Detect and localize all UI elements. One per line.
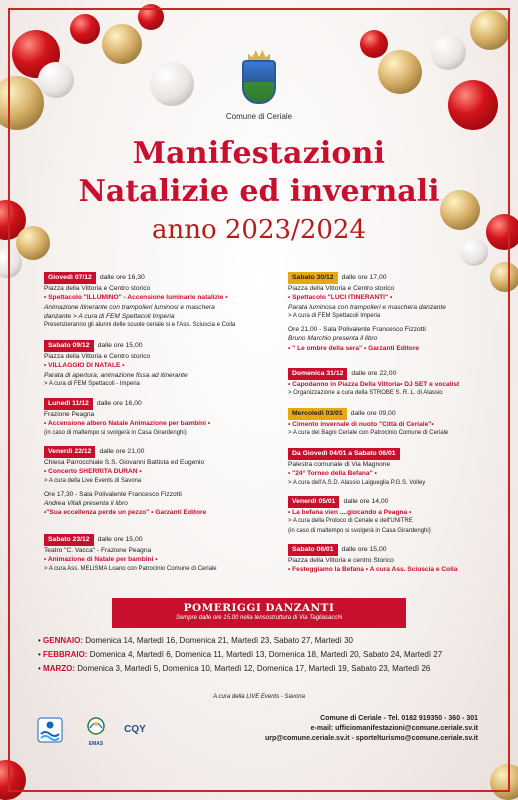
month-label: FEBBRAIO: — [43, 650, 88, 659]
event-date: Sabato 09/12 — [44, 340, 94, 352]
pomeriggi-title: POMERIGGI DANZANTI — [183, 602, 335, 614]
ornament-white-ball — [150, 62, 194, 106]
title-line-1: Manifestazioni — [132, 136, 386, 171]
bullet: • — [38, 636, 44, 645]
event-line: Parata di apertura, animazione fissa ad itinerante — [44, 371, 188, 379]
event-date: Da Giovedì 04/01 a Sabato 06/01 — [288, 448, 400, 460]
event-right-0 — [288, 272, 488, 353]
pomeriggi-subtitle: Sempre dalle ore 15.00 nella tensostruttura di Via Tagliasacchi — [175, 615, 343, 621]
event-line: • Cimento invernale di nuoto "Città di Ceriale"• — [288, 421, 434, 428]
event-line: Presenzieranno gli alunni delle scuole ceriale si e l'Ass. Sciuscia e Coila — [44, 322, 236, 329]
month-dates: Domenica 14, Martedì 16, Domenica 21, Martedì 23, Sabato 27, Martedì 30 — [85, 636, 353, 645]
ornament-red-ball — [70, 14, 100, 44]
event-line: > A cura Ass. MELISMA Loano con Patrocinio Comune di Ceriale — [44, 565, 217, 572]
event-line: • Accensione albero Natale Animazione per bambini • — [44, 420, 211, 428]
event-line: • Capodanno in Piazza Della Vittoria• DJ SET e vocalist — [288, 381, 460, 388]
month-label: MARZO: — [43, 664, 76, 673]
event-line: Ore 17,30 - Sala Polivalente Francesco Fizzotti — [44, 490, 182, 498]
event-date: Sabato 23/12 — [44, 534, 94, 546]
footer-contacts — [265, 714, 478, 744]
event-line: Ore 21,00 - Sala Polivalente Francesco Fizzotti — [288, 326, 426, 334]
event-line: • Festeggiamo la Befana • A cura Ass. Sciuscia e Coila — [288, 566, 458, 574]
ornament-gold-ball — [378, 50, 422, 94]
event-line: Piazza della Vittoria e centro Storico — [288, 557, 394, 564]
comune-crest-icon — [242, 60, 276, 104]
event-date: Lunedì 11/12 — [44, 398, 93, 410]
event-line: Andrea Vitali presenta il libro — [44, 500, 128, 508]
event-time: dalle ore 22,00 — [351, 370, 397, 377]
event-line: (in caso di maltempo si svolgerà in Casa Girardenghi) — [44, 429, 187, 436]
event-line: Piazza della Vittoria e Centro storico — [44, 353, 151, 360]
event-time: dalle ore 16,30 — [99, 274, 145, 281]
event-time: dalle ore 17,00 — [341, 274, 387, 281]
comune-name: Comune di Ceriale — [225, 112, 293, 121]
cqy-label: CQY — [124, 724, 146, 735]
event-line: • La befana vien ....giocando a Peagna • — [288, 509, 412, 516]
bullet: • — [38, 650, 44, 659]
ornament-red-ball — [138, 4, 164, 30]
event-line: Parata luminosa con trampolieri e maschera danzante — [288, 303, 446, 311]
contact-email-2[interactable]: urp@comune.ceriale.sv.it - sportelturismo@comune.ceriale.sv.it — [265, 735, 478, 742]
event-line: > A cura di FEM Spettacoli - Imperia — [44, 380, 140, 387]
pomeriggi-month-row — [38, 636, 353, 645]
event-line: Teatro "C. Vacca" - Frazione Peagna — [44, 547, 152, 554]
event-time: dalle ore 15,00 — [341, 546, 387, 553]
event-line: • VILLAGGIO DI NATALE • — [44, 362, 125, 370]
event-time: dalle ore 15,00 — [97, 536, 143, 543]
event-right-5 — [288, 544, 498, 575]
event-line: • " Le ombre della sera" • Garzanti Editore — [288, 344, 420, 352]
month-dates: Domenica 3, Martedì 5, Domenica 10, Martedì 12, Domenica 17, Martedì 19, Sabato 23, Martedì 26 — [77, 664, 431, 673]
ornament-gold-ball — [0, 76, 44, 130]
month-label: GENNAIO: — [43, 636, 84, 645]
emas-icon — [84, 716, 108, 736]
ornament-white-ball — [38, 62, 74, 98]
ornament-white-ball — [430, 34, 466, 70]
event-line: > A cura della Live Events di Savona — [44, 477, 142, 484]
event-date: Giovedì 07/12 — [44, 272, 96, 284]
event-right-3 — [288, 448, 498, 488]
event-time: dalle ore 09,00 — [350, 410, 396, 417]
event-line: • "24° Torneo della Befana" • — [288, 470, 377, 478]
ornament-gold-ball — [102, 24, 142, 64]
event-line: •"Sua eccellenza perde un pezzo" • Garzanti Editore — [44, 509, 207, 517]
event-left-3 — [44, 446, 264, 518]
ornament-red-ball — [0, 760, 26, 800]
pomeriggi-banner — [112, 598, 406, 628]
event-line: • Concerto SHERRITA DURAN • — [44, 468, 142, 476]
event-date: Venerdì 05/01 — [288, 496, 339, 508]
title-line-2: Natalizie ed invernali — [78, 174, 440, 209]
blue-flag-icon — [36, 716, 64, 744]
event-line: Bruno Marchio presenta il libro — [288, 335, 378, 343]
event-right-4 — [288, 496, 498, 536]
event-right-1 — [288, 368, 498, 399]
pomeriggi-organizer: A cura della LIVE Events - Savona — [213, 694, 305, 700]
pomeriggi-month-row — [38, 650, 442, 659]
ornament-gold-ball — [490, 764, 518, 800]
contact-email[interactable]: e-mail: ufficiomanifestazioni@comune.ceriale.sv.it — [310, 725, 478, 732]
event-line: > A cura dell'A.S.D. Alassio Laigueglia P.G.S. Volley — [288, 479, 426, 486]
event-time: dalle ore 21,00 — [99, 448, 145, 455]
event-line: Piazza della Vittoria e Centro storico — [44, 285, 151, 292]
event-line: Piazza della Vittoria e Centro storico — [288, 285, 395, 292]
event-date: Sabato 06/01 — [288, 544, 338, 556]
blue-flag-logo — [36, 716, 64, 744]
emas-logo — [84, 716, 108, 747]
bullet: • — [38, 664, 44, 673]
event-left-4 — [44, 534, 264, 574]
month-dates: Domenica 4, Martedì 6, Domenica 11, Martedì 13, Domenica 18, Martedì 20, Sabato 24, Martedì 27 — [89, 650, 443, 659]
event-date: Sabato 30/12 — [288, 272, 338, 284]
ornament-gold-ball — [490, 262, 518, 292]
event-left-2 — [44, 398, 264, 438]
ornament-red-ball — [448, 80, 498, 130]
event-line: > A cura della Proloco di Ceriale e dell'UNITRE — [288, 518, 413, 525]
emas-label: EMAS — [88, 741, 104, 747]
event-line: Palestra comunale di Via Magnone — [288, 461, 391, 468]
event-line: danzante > A cura di FEM Spettacoli Imperia — [44, 312, 175, 320]
event-line: Frazione Peagna — [44, 411, 95, 418]
event-date: Mercoledì 03/01 — [288, 408, 347, 420]
event-date: Domenica 31/12 — [288, 368, 347, 380]
ornament-red-ball — [360, 30, 388, 58]
event-line: • Spettacolo "ILLUMINO" - Accensione luminarie natalizie • — [44, 294, 228, 302]
ornament-gold-ball — [470, 10, 510, 50]
event-line: > A cura dei Bagni Ceriale con Patrocinio Comune di Ceriale — [288, 430, 449, 437]
event-left-1 — [44, 340, 264, 389]
event-time: dalle ore 14,00 — [343, 498, 389, 505]
event-line: • Spettacolo "LUCI ITINERANTI" • — [288, 294, 393, 302]
event-right-2 — [288, 408, 498, 439]
event-line: Chiesa Parrocchiale S.S. Giovanni Battista ed Eugenio — [44, 459, 205, 466]
pomeriggi-month-row — [38, 664, 430, 673]
event-date: Venerdì 22/12 — [44, 446, 95, 458]
event-time: dalle ore 15,00 — [97, 342, 143, 349]
event-time: dalle ore 16,00 — [96, 400, 142, 407]
event-line: > Organizzazione a cura della STROBE S. R. L. di Alassio — [288, 390, 443, 397]
contact-phone: Comune di Ceriale - Tel. 0182 919350 - 360 - 301 — [320, 715, 478, 722]
event-line: (in caso di maltempo si svolgerà in Casa Girardenghi) — [288, 527, 431, 534]
event-line: > A cura di FEM Spettacoli Imperia — [288, 312, 381, 319]
cqy-logo — [118, 716, 152, 744]
event-line: Animazione itinerante con trampolieri luminosi e maschera — [44, 303, 215, 311]
event-line: • Animazione di Natale per bambini • — [44, 556, 158, 564]
title-line-3: anno 2023/2024 — [151, 215, 366, 245]
event-left-0 — [44, 272, 264, 330]
